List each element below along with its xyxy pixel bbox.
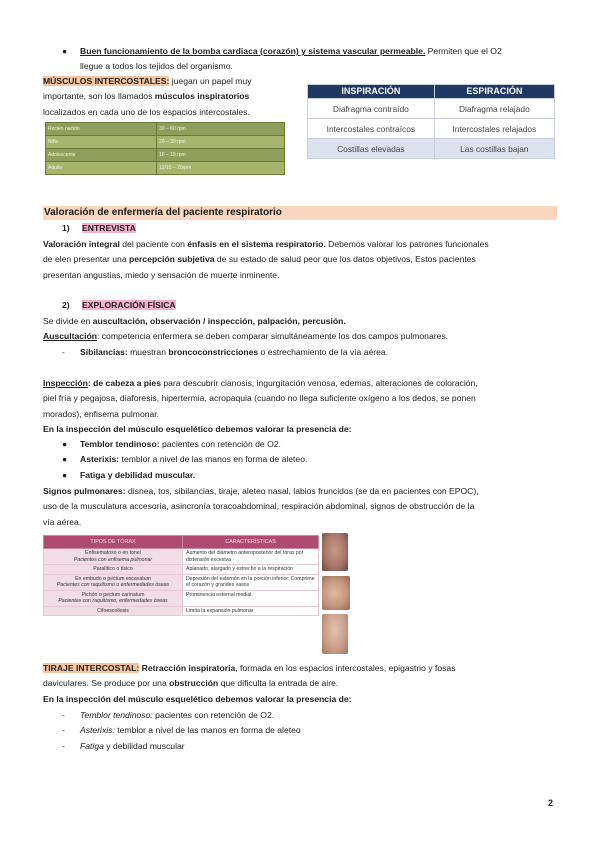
table-row: Paralítico o tísico Aplanado, alargado y estrecho a la respiración bbox=[44, 565, 319, 575]
chest-photo-1 bbox=[322, 533, 348, 571]
list-item: - Temblor tendinoso: pacientes con retención de O2. bbox=[62, 710, 275, 720]
table-row: Costillas elevadas Las costillas bajan bbox=[308, 139, 555, 159]
inspiration-expiration-table: INSPIRACIÓN ESPIRACIÓN Diafragma contraído Diafragma relajado Intercostales contraícos Intercostales relajados Costillas elevadas Las costillas bajan bbox=[307, 84, 555, 159]
inspeccion-paragraph: Inspección: de cabeza a pies para descubrir cianosis, ingurgitación venosa, edemas, alteraciones de coloración, piel fría y pegajosa, diaforesis, hipertermia, acropaquia (cuando no llega suficiente oxígeno a los dedos, se ponen morados), enfisema pulmonar. En la inspección del músculo esquelético debemos valorar la presencia de: bbox=[43, 378, 478, 435]
table-row: Recién nacido 30 – 60 rpm bbox=[46, 123, 285, 136]
tiraje-list bbox=[62, 708, 562, 754]
table-row: En embudo o pectum excavatum Pacientes con raquitismo o enfermedades óseas Depresión del esternón en la porción inferior. Comprime el corazón y grandes vasos bbox=[44, 574, 319, 590]
exploracion-heading: 2) EXPLORACIÓN FÍSICA bbox=[62, 300, 176, 310]
page-number: 2 bbox=[548, 798, 554, 808]
table-row: Pichón o pectum carinatum Pacientes con raquitismo, enfermedades óseas Prominencia esternal medial bbox=[44, 590, 319, 606]
table-row: Adulto 12/15 – 20rpm bbox=[46, 162, 285, 175]
muscles-heading: MÚSCULOS INTERCOSTALES: bbox=[43, 76, 170, 86]
signos-paragraph: Signos pulmonares: disnea, tos, sibilancias, tiraje, aleteo nasal, labios fruncidos (se da en pacientes con EPOC), uso de la musculatura accesoria, asincronía toracoabdominal, respiración abdominal, signos de obstrucción de la vía aérea. bbox=[43, 486, 479, 527]
chest-photo-3 bbox=[322, 614, 348, 654]
list-item: ● Fatiga y debilidad muscular. bbox=[62, 469, 196, 480]
exploracion-body: Se divide en auscultación, observación / inspección, palpación, percusión. Auscultación: competencia enfermera se deben comparar simultáneamente los dos campos pulmonares. bbox=[43, 316, 449, 342]
sibilancias-item: - Sibilancias: muestran broncoconstricciones o estrechamiento de la vía aérea. bbox=[62, 347, 389, 357]
intro-bullet-title: Buen funcionamiento de la bomba cardiaca (corazón) y sistema vascular permeable. bbox=[80, 46, 426, 56]
tiraje-heading: TIRAJE INTERCOSTAL: bbox=[43, 663, 140, 673]
intro-bullet: ● Buen funcionamiento de la bomba cardiaca (corazón) y sistema vascular permeable. Permiten que el O2 llegue a todos los tejidos del organismo. bbox=[62, 46, 502, 72]
list-item: - Asterixis: temblor a nivel de las manos en forma de aleteo bbox=[62, 725, 301, 736]
respiratory-rate-table bbox=[45, 122, 285, 175]
table-row: Cifoescoliosis Limita la expansión pulmonar. bbox=[44, 606, 319, 616]
table-row: Diafragma contraído Diafragma relajado bbox=[308, 99, 555, 119]
chest-photo-2 bbox=[322, 576, 350, 610]
muscles-paragraph: MÚSCULOS INTERCOSTALES: juegan un papel muy importante, son los llamados músculos inspiratorios localizados en cada uno de los espacios intercostales. bbox=[43, 76, 252, 117]
entrevista-heading: 1) ENTREVISTA bbox=[62, 223, 136, 233]
musculo-bullets bbox=[62, 437, 562, 483]
tiraje-paragraph: TIRAJE INTERCOSTAL: Retracción inspiratoria, formada en los espacios intercostales, epigastrio y fosas daviculares. Se produce por una obstrucción que dificulta la entrada de aire. En la inspección del músculo esquelético debemos valorar la presencia de: bbox=[43, 663, 456, 704]
table-row: Niño 20 – 30 rpm bbox=[46, 136, 285, 149]
list-item: - Fatiga y debilidad muscular bbox=[62, 740, 185, 751]
list-item: ● Temblor tendinoso: pacientes con retención de O2. bbox=[62, 439, 281, 449]
list-item: ● Asterixis: temblor a nivel de las manos en forma de aleteo. bbox=[62, 454, 308, 465]
bullet-dot: ● bbox=[62, 46, 68, 56]
table-row: Intercostales contraícos Intercostales relajados bbox=[308, 119, 555, 139]
table-row: Enfisematoso o en tonel Pacientes con enfisema pulmonar Aumento del diámetro anteroposterior del tórax por distensión excesiva bbox=[44, 549, 319, 565]
torax-types-table: TIPOS DE TÓRAX CARACTERÍSTICAS Enfisematoso o en tonel Pacientes con enfisema pulmonar Aumento del diámetro anteroposterior del tórax por distensión excesiva Paralítico o tísico Aplanado, alargado y estrecho a la respiración En embudo o pectum excavatum Pacientes con raquitismo o enfermedades óseas Depresión del esternón en la porción inferior. Comprime el corazón y grandes vasos Pichón o pectum carinatum Pacientes con raquitismo, enfermedades óseas Prominencia esternal medial Cifoescoliosis Limita la expansión pulmonar. bbox=[43, 535, 319, 616]
entrevista-paragraph: Valoración integral del paciente con énfasis en el sistema respiratorio. Debemos valorar los patrones funcionales de elen presentar una percepción subjetiva de su estado de salud peor que los datos objetivos, Estos pacientes presentan angustias, miedo y sensación de muerte inminente. bbox=[43, 239, 489, 280]
section-title: Valoración de enfermería del paciente respiratorio bbox=[44, 207, 282, 218]
table-row: Adolescente 16 – 19 rpm bbox=[46, 149, 285, 162]
